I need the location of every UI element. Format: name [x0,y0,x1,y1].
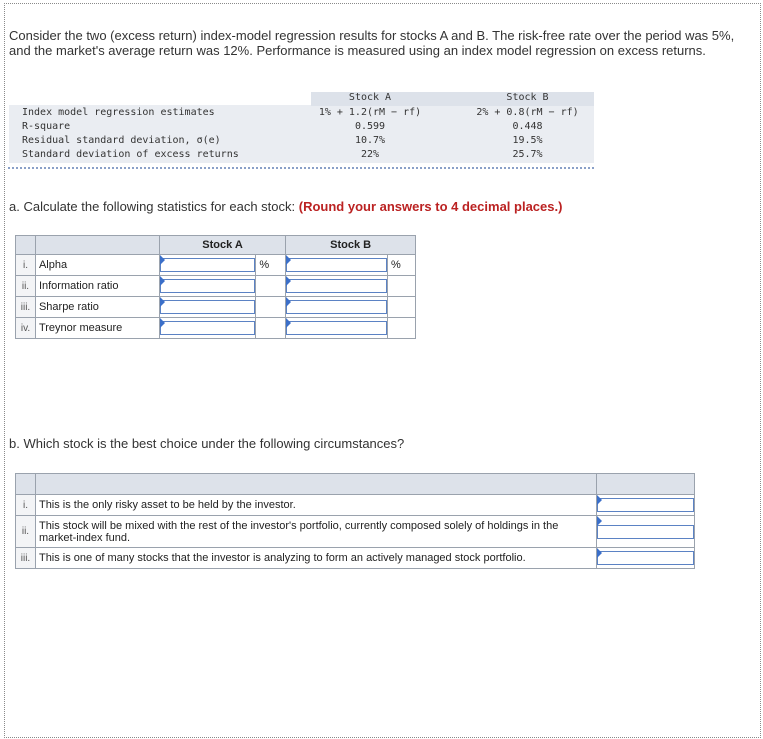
row-label-treynor-measure: Treynor measure [35,318,159,339]
alpha-stock-b-input[interactable] [286,258,387,272]
part-b-prompt: b. Which stock is the best choice under the following circumstances? [9,436,405,451]
estimates-divider [8,167,594,169]
table-row: ii. Information ratio [16,276,416,297]
answer-flag-icon [286,276,291,286]
row-label-alpha: Alpha [35,255,159,276]
sharpe-ratio-stock-b-input[interactable] [286,300,387,314]
table-row: i. This is the only risky asset to be held by the investor. [16,495,695,516]
part-b-answer-table [15,473,695,569]
estimates-header-stock-b: Stock B [506,92,549,103]
answer-flag-icon [286,255,291,265]
table-row: iii. This is one of many stocks that the investor is analyzing to form an actively managed stock portfolio. [16,548,695,569]
alpha-stock-a-input[interactable] [160,258,256,272]
table-row: i. Alpha % % [16,255,416,276]
treynor-measure-stock-b-input[interactable] [286,321,387,335]
col-header-stock-a: Stock A [159,236,286,255]
dropdown-flag-icon [597,495,602,505]
answer-flag-icon [286,318,291,328]
circumstance-2-stock-select[interactable] [597,525,694,539]
table-row: iii. Sharpe ratio [16,297,416,318]
table-row: iv. Treynor measure [16,318,416,339]
row-label-information-ratio: Information ratio [35,276,159,297]
dropdown-flag-icon [597,548,602,558]
question-intro: Consider the two (excess return) index-model regression results for stocks A and B. The risk-free rate over the period was 5%, and the market's average return was 12%. Performance is measured using an index model regression on excess returns. [9,28,735,58]
circumstance-1-stock-select[interactable] [597,498,694,512]
rounding-instruction: (Round your answers to 4 decimal places.) [298,199,563,214]
estimates-header [9,92,594,106]
estimates-row: Standard deviation of excess returns 22% 25.7% [22,149,543,160]
circumstance-label: This is the only risky asset to be held by the investor. [35,495,596,516]
answer-flag-icon [160,255,165,265]
circumstance-3-stock-select[interactable] [597,551,694,565]
circumstance-label: This is one of many stocks that the investor is analyzing to form an actively managed stock portfolio. [35,548,596,569]
answer-flag-icon [160,318,165,328]
estimates-row: Index model regression estimates 1% + 1.2(rM − rf) 2% + 0.8(rM − rf) [22,107,579,118]
estimates-header-stock-a: Stock A [348,92,392,103]
row-label-sharpe-ratio: Sharpe ratio [35,297,159,318]
dropdown-flag-icon [597,516,602,526]
col-header-stock-b: Stock B [286,236,416,255]
regression-estimates-box [9,92,594,169]
table-row: ii. This stock will be mixed with the rest of the investor's portfolio, currently composed solely of holdings in the market-index fund. [16,516,695,548]
part-a-prompt: a. Calculate the following statistics for each stock: (Round your answers to 4 decimal places.) [9,199,563,214]
estimates-row: R-square 0.599 0.448 [22,121,543,132]
answer-flag-icon [160,297,165,307]
circumstance-label: This stock will be mixed with the rest of the investor's portfolio, currently composed solely of holdings in the market-index fund. [35,516,596,548]
answer-flag-icon [286,297,291,307]
part-a-answer-table [15,235,416,339]
sharpe-ratio-stock-a-input[interactable] [160,300,256,314]
treynor-measure-stock-a-input[interactable] [160,321,256,335]
information-ratio-stock-a-input[interactable] [160,279,256,293]
estimates-row: Residual standard deviation, σ(e) 10.7% 19.5% [22,135,543,146]
answer-flag-icon [160,276,165,286]
information-ratio-stock-b-input[interactable] [286,279,387,293]
